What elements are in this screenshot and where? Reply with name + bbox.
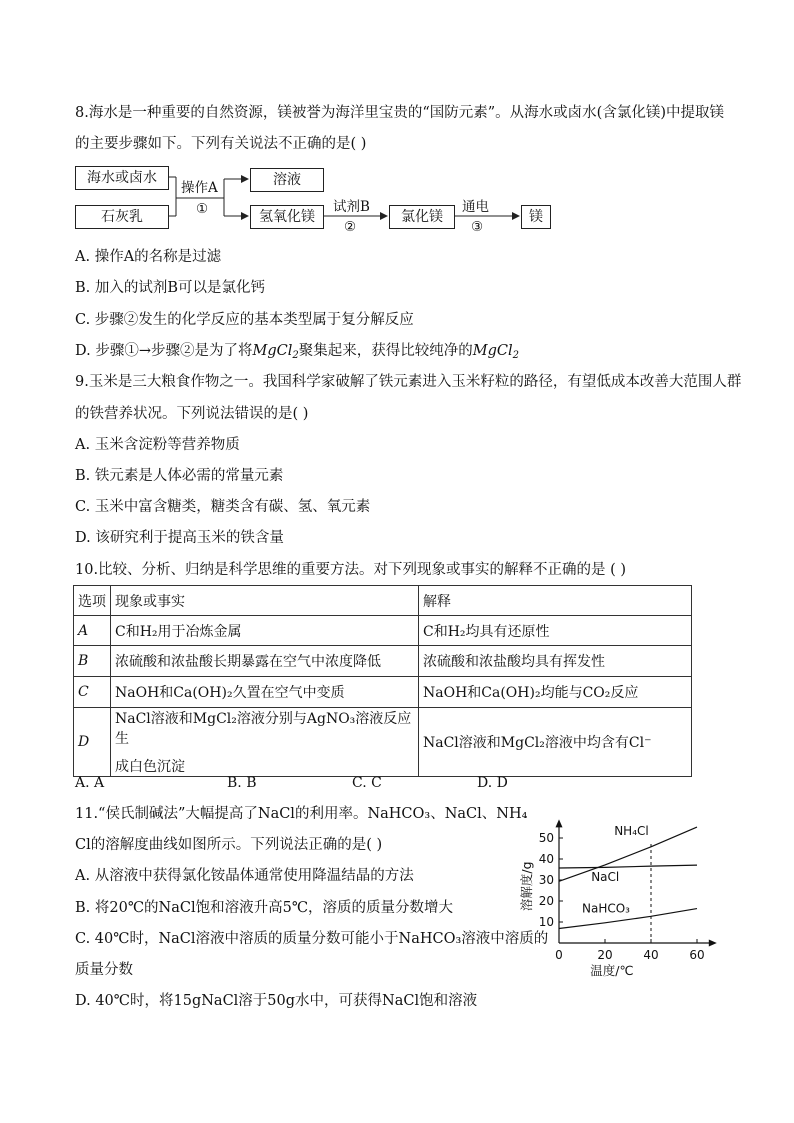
y-tick-label: 10 bbox=[538, 915, 554, 929]
table-row bbox=[74, 708, 692, 777]
header-cell: 现象或事实 bbox=[111, 586, 419, 616]
mgcl-box: 氯化镁 bbox=[389, 205, 455, 229]
q11-option-c-line2: 质量分数 bbox=[75, 962, 133, 978]
q8-stem-line1: 8.海水是一种重要的自然资源，镁被誉为海洋里宝贵的“国防元素”。从海水或卤水(含氯化镁)中提取镁 bbox=[75, 105, 724, 121]
explanation-cell: C和H₂均具有还原性 bbox=[419, 616, 692, 646]
formula-mgcl2: MgCl$_2$ bbox=[472, 343, 519, 361]
q8-option-b: B. 加入的试剂B可以是氯化钙 bbox=[75, 280, 266, 296]
q9-option-a: A. 玉米含淀粉等营养物质 bbox=[75, 437, 240, 453]
series-line bbox=[559, 865, 697, 868]
header-cell: 选项 bbox=[74, 586, 111, 616]
fact-cell: NaOH和Ca(OH)₂久置在空气中变质 bbox=[111, 677, 419, 708]
solubility-chart bbox=[512, 800, 722, 990]
table-row bbox=[74, 616, 692, 646]
mgoh-box: 氢氧化镁 bbox=[250, 205, 324, 229]
y-tick-label: 30 bbox=[538, 873, 554, 887]
option-cell: B bbox=[74, 646, 111, 677]
q8-option-d: D. 步骤①→步骤②是为了将MgCl$_2$聚集起来，获得比较纯净的MgCl$_2$ bbox=[75, 343, 519, 361]
table-header-row bbox=[74, 586, 692, 616]
header-cell: 解释 bbox=[419, 586, 692, 616]
q11-stem-line2: Cl的溶解度曲线如图所示。下列说法正确的是( ) bbox=[75, 837, 383, 853]
q10-option-d: D. D bbox=[477, 775, 508, 791]
fact-cell: NaCl溶液和MgCl₂溶液分别与AgNO₃溶液反应生 成白色沉淀 bbox=[111, 708, 419, 777]
q11-stem-line1: 11.“侯氏制碱法”大幅提高了NaCl的利用率。NaHCO₃、NaCl、NH₄ bbox=[75, 806, 528, 822]
q8-stem-line2: 的主要步骤如下。下列有关说法不正确的是( ) bbox=[75, 136, 367, 152]
step2-label: ② bbox=[344, 219, 357, 235]
q11-option-a: A. 从溶液中获得氯化铵晶体通常使用降温结晶的方法 bbox=[75, 868, 414, 884]
step3-label: ③ bbox=[471, 219, 484, 235]
x-tick-label: 20 bbox=[597, 948, 613, 962]
table-row bbox=[74, 677, 692, 708]
option-cell: C bbox=[74, 677, 111, 708]
q8-option-c: C. 步骤②发生的化学反应的基本类型属于复分解反应 bbox=[75, 312, 414, 328]
q8-option-a: A. 操作A的名称是过滤 bbox=[75, 249, 222, 265]
fact-cell: 浓硫酸和浓盐酸长期暴露在空气中浓度降低 bbox=[111, 646, 419, 677]
q10-table bbox=[73, 585, 692, 777]
q11-option-c-line1: C. 40℃时，NaCl溶液中溶质的质量分数可能小于NaHCO₃溶液中溶质的 bbox=[75, 931, 549, 947]
x-tick-label: 60 bbox=[689, 948, 705, 962]
lime-box: 石灰乳 bbox=[75, 205, 169, 229]
q9-option-b: B. 铁元素是人体必需的常量元素 bbox=[75, 468, 284, 484]
q9-stem-line2: 的铁营养状况。下列说法错误的是( ) bbox=[75, 406, 309, 422]
explanation-cell: 浓硫酸和浓盐酸均具有挥发性 bbox=[419, 646, 692, 677]
step1-label: ① bbox=[196, 201, 209, 217]
option-cell: A bbox=[74, 616, 111, 646]
y-axis-label: 溶解度/g bbox=[519, 861, 534, 912]
q9-stem-line1: 9.玉米是三大粮食作物之一。我国科学家破解了铁元素进入玉米籽粒的路径，有望低成本改善大范围人群 bbox=[75, 374, 742, 390]
x-tick-label: 0 bbox=[555, 948, 563, 962]
fact-cell: C和H₂用于冶炼金属 bbox=[111, 616, 419, 646]
op-a-label: 操作A bbox=[181, 180, 218, 196]
series-label: NaCl bbox=[591, 870, 620, 885]
y-axis-arrow bbox=[556, 819, 563, 827]
y-tick-label: 20 bbox=[538, 894, 554, 908]
y-tick-label: 50 bbox=[538, 831, 554, 845]
q10-option-c: C. C bbox=[352, 775, 382, 791]
x-tick-label: 40 bbox=[643, 948, 659, 962]
reagent-b-label: 试剂B bbox=[333, 199, 370, 215]
series-label: NH₄Cl bbox=[614, 823, 649, 838]
q11-option-d: D. 40℃时，将15gNaCl溶于50g水中，可获得NaCl饱和溶液 bbox=[75, 993, 478, 1009]
formula-mgcl2: MgCl$_2$ bbox=[252, 343, 299, 361]
seawater-box: 海水或卤水 bbox=[75, 166, 169, 190]
q10-stem: 10.比较、分析、归纳是科学思维的重要方法。对下列现象或事实的解释不正确的是 ( ) bbox=[75, 562, 627, 578]
explanation-cell: NaCl溶液和MgCl₂溶液中均含有Cl⁻ bbox=[419, 708, 692, 777]
q10-option-a: A. A bbox=[75, 775, 105, 791]
q11-option-b: B. 将20℃的NaCl饱和溶液升高5℃，溶质的质量分数增大 bbox=[75, 900, 454, 916]
y-tick-label: 40 bbox=[538, 852, 554, 866]
x-axis-label: 温度/℃ bbox=[590, 963, 634, 978]
mg-box: 镁 bbox=[521, 205, 551, 229]
solution-box: 溶液 bbox=[250, 168, 324, 192]
series-label: NaHCO₃ bbox=[582, 901, 630, 916]
q9-option-c: C. 玉米中富含糖类，糖类含有碳、氢、氧元素 bbox=[75, 499, 371, 515]
option-cell: D bbox=[74, 708, 111, 777]
x-axis-arrow bbox=[709, 940, 717, 947]
table-row bbox=[74, 646, 692, 677]
q10-option-b: B. B bbox=[227, 775, 257, 791]
explanation-cell: NaOH和Ca(OH)₂均能与CO₂反应 bbox=[419, 677, 692, 708]
q9-option-d: D. 该研究利于提高玉米的铁含量 bbox=[75, 530, 284, 546]
electrolysis-label: 通电 bbox=[462, 199, 489, 215]
